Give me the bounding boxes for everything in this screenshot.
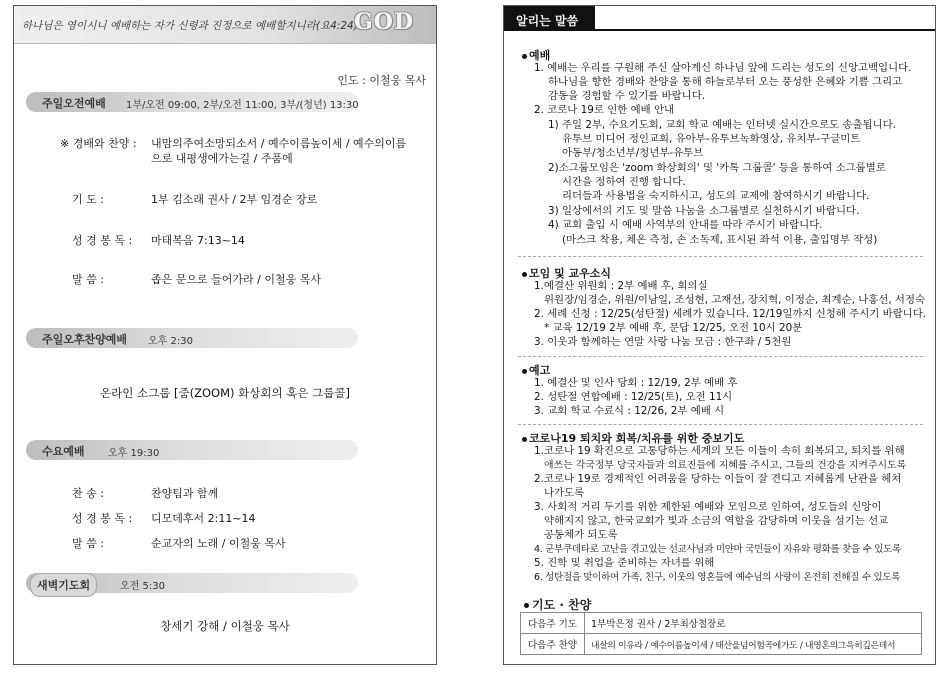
bullet-icon xyxy=(522,272,527,277)
notice-line: 3. 이웃과 함께하는 연말 사랑 나눔 모금 : 한구좌 / 5천원 xyxy=(534,336,792,348)
order-content: 찬양팀과 함께 xyxy=(151,487,219,500)
section-divider xyxy=(518,256,923,257)
table-row xyxy=(521,634,922,655)
table-cell-value: 1부박은정 권사 / 2부최상철장로 xyxy=(585,613,922,634)
section-worship xyxy=(522,47,550,63)
verse-text: 하나님은 영이시니 예배하는 자가 신령과 진정으로 예배할지니라(요4:24) xyxy=(22,20,358,32)
table-cell-key: 다음주 기도 xyxy=(521,613,585,634)
section-divider xyxy=(518,424,923,425)
order-content: 1부 김소래 권사 / 2부 임경순 장로 xyxy=(151,193,318,206)
notice-line: 2)소그룹모임은 'zoom 화상회의' 및 '카톡 그룹콜' 등을 통하여 소그룹별로 xyxy=(548,162,886,174)
table-row xyxy=(521,613,922,634)
section-time: 1부/오전 09:00, 2부/오전 11:00, 3부/(청년) 13:30 xyxy=(126,100,359,111)
section-time: 오전 5:30 xyxy=(120,581,165,592)
notice-line: 6. 성탄절을 맞이하여 가족, 친구, 이웃의 영혼들에 예수님의 사랑이 온전히 전해질 수 있도록 xyxy=(534,572,901,583)
header-rule xyxy=(595,29,935,31)
notice-line: 2. 코로나 19로 인한 예배 안내 xyxy=(534,104,675,116)
section-title: 새벽기도회 xyxy=(30,573,97,597)
section-divider xyxy=(518,356,923,357)
section-title: 예배 xyxy=(529,49,551,62)
bullet-icon xyxy=(522,54,527,59)
notice-line: 약해지지 않고, 한국교회가 빛과 소금의 역할을 감당하며 이웃을 섬기는 선교 xyxy=(544,515,889,527)
section-title: 모임 및 교우소식 xyxy=(529,267,612,280)
order-content: 디모데후서 2:11~14 xyxy=(151,512,256,525)
prayer-praise-table xyxy=(520,612,922,655)
section-title: 수요예배 xyxy=(42,445,85,458)
section-dawn-prayer xyxy=(26,573,358,593)
notice-line: 2. 세례 신청 : 12/25(성탄절) 세례가 있습니다. 12/19일까지 신청해 주시기 바랍니다. xyxy=(534,308,927,320)
notice-line: 3) 일상에서의 기도 및 말씀 나눔을 소그룹별로 실천하시기 바랍니다. xyxy=(548,205,860,217)
bullet-icon xyxy=(522,369,527,374)
prayer-praise-title xyxy=(524,596,591,613)
order-label: ※ 경배와 찬양 : xyxy=(60,137,137,150)
section-afternoon-worship xyxy=(26,328,358,348)
bullet-icon xyxy=(522,437,527,442)
bullet-icon xyxy=(524,603,529,608)
table-cell-value: 내살의 이유라 / 예수이름높이세 / 태산을넘어험곡에가도 / 내영혼의그윽히깊은데서 xyxy=(585,634,922,655)
notice-line: 5. 진학 및 취업을 준비하는 자녀를 위해 xyxy=(534,557,715,569)
order-label: 성 경 봉 독 : xyxy=(72,234,133,247)
verse-banner xyxy=(14,6,436,44)
notice-line: 공동체가 되도록 xyxy=(544,529,618,541)
notice-line: 2. 성탄절 연합예배 : 12/25(토), 오전 11시 xyxy=(534,391,733,403)
section-title: 예고 xyxy=(529,364,551,377)
notice-line: 1.코로나 19 확진으로 고통당하는 세계의 모든 이들이 속히 회복되고, 퇴치를 위해 xyxy=(534,445,905,457)
notice-line: 애쓰는 각국정부 당국자들과 의료진들에 지혜를 주시고, 그들의 건강을 지켜주시도록 xyxy=(544,460,907,471)
section-title: 주일오후찬양예배 xyxy=(42,333,128,346)
notice-line: 3. 교회 학교 수료식 : 12/26, 2부 예배 시 xyxy=(534,405,725,417)
order-label: 찬 송 : xyxy=(72,487,104,500)
notice-line: 리더들과 사용법을 숙지하시고, 성도의 교제에 참여하시기 바랍니다. xyxy=(562,190,870,202)
section-intercession xyxy=(522,430,744,446)
notice-line: (마스크 착용, 체온 측정, 손 소독제, 표시된 좌석 이용, 출입명부 작성) xyxy=(562,234,878,246)
order-label: 말 씀 : xyxy=(72,273,104,286)
notice-line: * 교육 12/19 2부 예배 후, 문답 12/25, 오전 10시 20분 xyxy=(544,322,803,334)
worship-order-page xyxy=(13,5,437,665)
notice-line: 1) 주일 2부, 수요기도회, 교회 학교 예배는 인터넷 실시간으로도 송출됩니다. xyxy=(548,119,896,131)
order-content: 내맘의주여소망되소서 / 예수이름높이세 / 예수의이름으로 내평생에가는길 / 주품에 xyxy=(151,137,407,165)
order-label: 기 도 : xyxy=(72,193,104,206)
god-logo: GOD xyxy=(354,9,415,35)
notice-line: 4. 군부쿠데타로 고난을 겪고있는 선교사님과 미얀마 국민들이 자유와 평화를 찾을 수 있도록 xyxy=(534,544,901,555)
notice-line: 위원장/임경순, 위원/이남일, 조성현, 고재선, 장치혁, 이정순, 최계순, 나홍선, 서정숙 xyxy=(544,294,926,306)
notice-line: 3. 사회적 거리 두기를 위한 제한된 예배와 모임으로 인하여, 성도들의 신앙이 xyxy=(534,501,882,513)
section-title: 기도 · 찬양 xyxy=(532,598,592,612)
notice-line: 감동을 경험할 수 있기를 바랍니다. xyxy=(548,90,706,102)
notice-line: 나가도록 xyxy=(544,487,585,499)
table-cell-key: 다음주 찬양 xyxy=(521,634,585,655)
order-label: 말 씀 : xyxy=(72,537,104,550)
order-content: 좁은 문으로 들어가라 / 이철웅 목사 xyxy=(151,273,321,286)
notice-line: 1. 예배는 우리를 구원해 주신 살아계신 하나님 앞에 드리는 성도의 신앙고백입니다. xyxy=(534,62,912,74)
notice-line: 2.코로나 19로 경제적인 어려움을 당하는 이들이 잘 견디고 지혜롭게 난관을 헤쳐 xyxy=(534,473,902,485)
dawn-prayer-text: 창세기 강해 / 이철웅 목사 xyxy=(160,619,290,633)
notice-line: 아동부/청소년부/청년부-유투브 xyxy=(562,147,704,159)
section-upcoming xyxy=(522,362,550,378)
notice-line: 시간을 정하여 진행 합니다. xyxy=(562,176,686,188)
section-meetings-news xyxy=(522,265,611,281)
order-label: 성 경 봉 독 : xyxy=(72,512,133,525)
section-morning-worship xyxy=(26,92,358,112)
section-title: 주일오전예배 xyxy=(42,97,106,110)
order-content: 마태복음 7:13~14 xyxy=(151,234,245,247)
notice-line: 하나님을 향한 경배와 찬양을 통해 하늘로부터 오는 풍성한 은혜와 기쁨 그리고 xyxy=(548,76,903,88)
order-content: 순교자의 노래 / 이철웅 목사 xyxy=(151,537,286,550)
officiant: 인도 : 이철웅 목사 xyxy=(337,74,426,87)
announcements-page xyxy=(503,5,936,665)
section-title: 코로나19 퇴치와 회복/치유를 위한 중보기도 xyxy=(529,432,745,445)
section-wednesday-worship xyxy=(26,440,358,460)
afternoon-online-text: 온라인 소그룹 [줌(ZOOM) 화상회의 혹은 그룹콜] xyxy=(100,386,350,400)
notice-line: 1. 예결산 및 인사 당회 : 12/19, 2부 예배 후 xyxy=(534,377,738,389)
notice-line: 1.예결산 위원회 : 2부 예배 후, 회의실 xyxy=(534,280,708,292)
announcements-header: 알리는 말씀 xyxy=(504,6,595,31)
notice-line: 4) 교회 출입 시 예배 사역부의 안내를 따라 주시기 바랍니다. xyxy=(548,219,823,231)
section-time: 오후 2:30 xyxy=(148,336,193,347)
section-time: 오후 19:30 xyxy=(108,448,160,459)
notice-line: 유투브 미디어 정인교회, 유아부-유투브녹화영상, 유치부-구글미트 xyxy=(562,133,861,145)
